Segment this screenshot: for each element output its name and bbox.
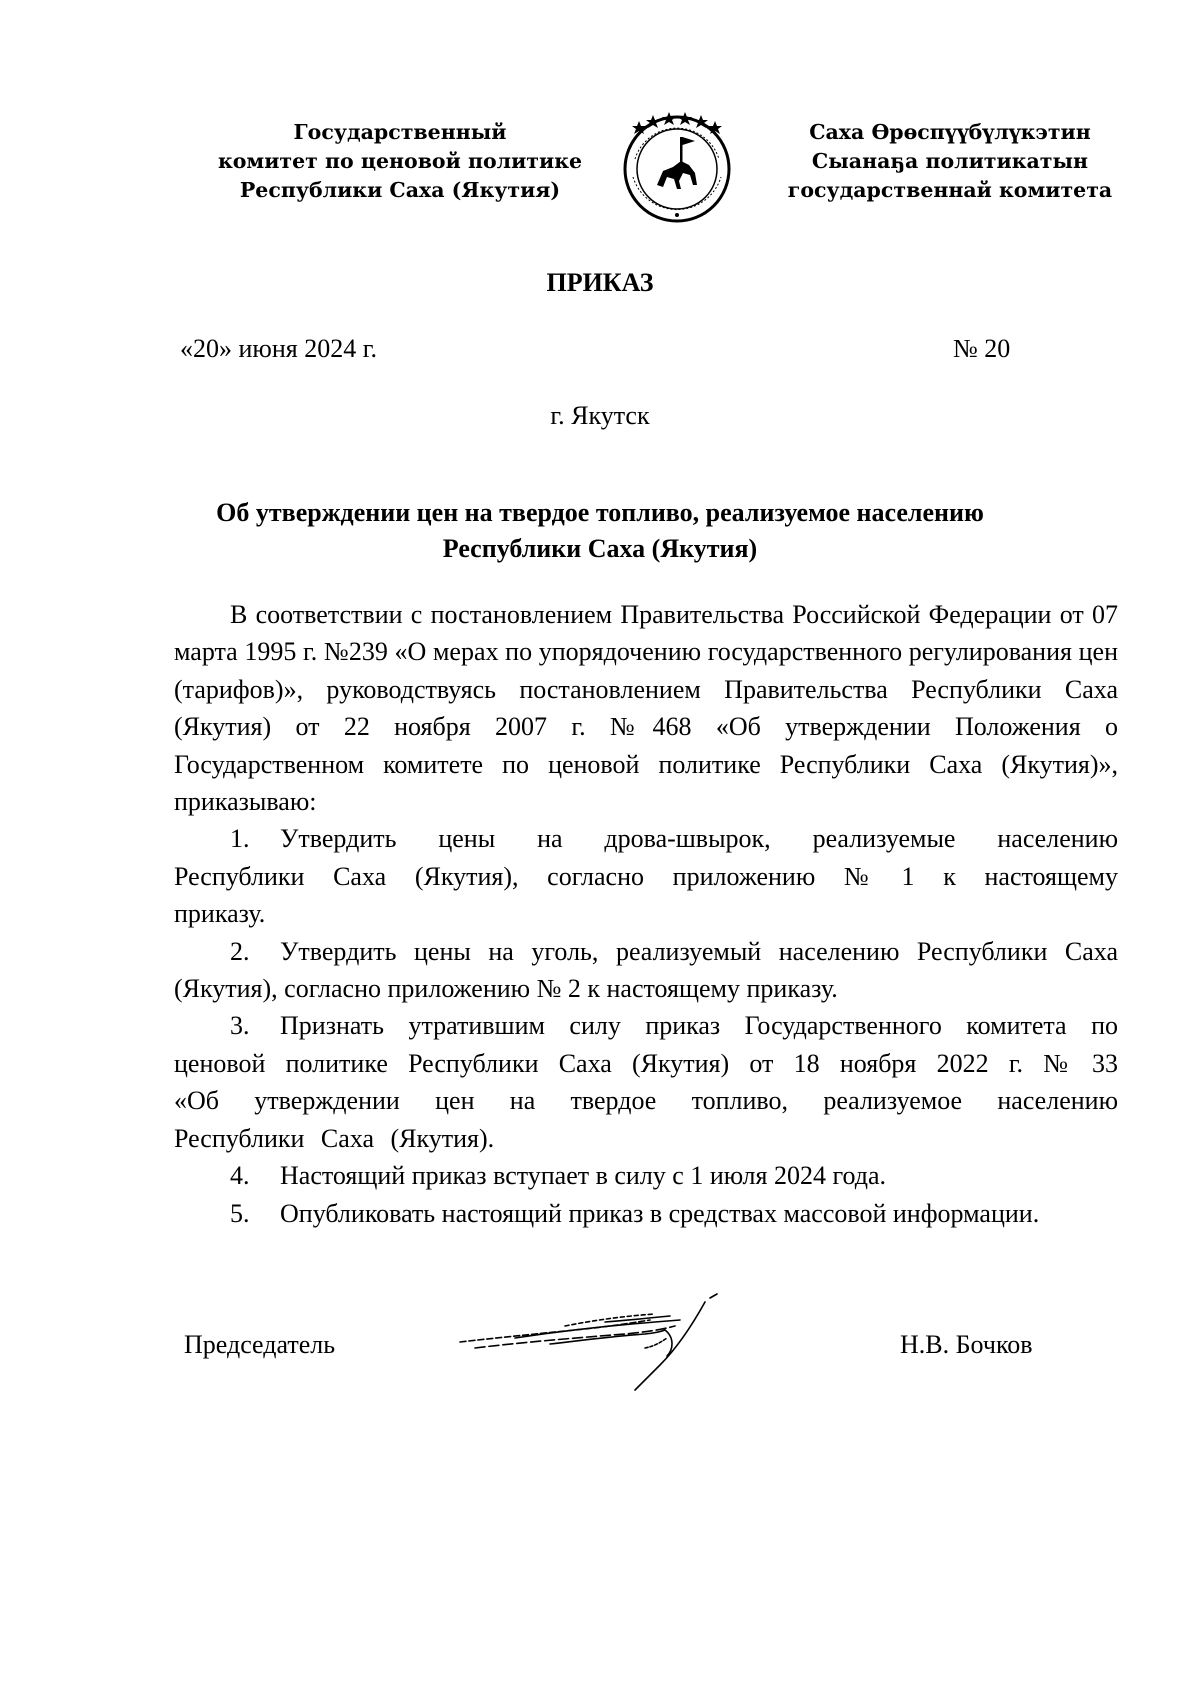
order-city: г. Якутск	[550, 401, 650, 430]
signatory-name: Н.В. Бочков	[900, 1330, 1033, 1359]
order-title: ПРИКАЗ	[546, 268, 654, 297]
header-right-committee-name	[760, 118, 1140, 205]
order-item	[174, 1007, 1118, 1157]
order-item	[174, 933, 1118, 1008]
order-item	[174, 1195, 1118, 1232]
handwritten-signature-icon	[455, 1290, 755, 1400]
order-item-text: Утвердить цены на дрова-швырок, реализуемые населению Республики Саха (Якутия), согласно приложению № 1 к настоящему приказу.	[174, 824, 1118, 929]
subject-line: Об утверждении цен на твердое топливо, реализуемое населению	[216, 498, 984, 527]
header-right-line: государственнай комитета	[787, 178, 1113, 202]
order-item-number: 3.	[230, 1011, 250, 1041]
header-right-line: Саха Өрөспүүбүлүкэтин	[809, 120, 1091, 144]
header-left-committee-name	[180, 118, 620, 205]
order-item	[174, 1157, 1118, 1194]
subject-line: Республики Саха (Якутия)	[442, 534, 758, 563]
header-left-line: Государственный	[293, 120, 507, 144]
order-item-text: Опубликовать настоящий приказ в средствах массовой информации.	[280, 1198, 1040, 1228]
order-item-text: Признать утратившим силу приказ Государственного комитета по ценовой политике Республики Саха (Якутия) от 18 ноября 2022 г. № 33 «Об утверждении цен на твердое топливо, реализуемое населению Республики Саха (Якутия).	[174, 1011, 1118, 1153]
order-item-number: 1.	[230, 824, 250, 854]
order-subject	[200, 495, 1000, 567]
preamble-paragraph: В соответствии с постановлением Правительства Российской Федерации от 07 марта 1995 г. №239 «О мерах по упорядочению государственного регулирования цен (тарифов)», руководствуясь постановлением Правительства Республики Саха (Якутия) от 22 ноября 2007 г. №468 «Об утверждении Положения о Государственном комитете по ценовой политике Республики Саха (Якутия)», приказываю:	[174, 600, 1118, 817]
order-item-number: 2.	[230, 936, 250, 966]
header-left-line: Республики Саха (Якутия)	[239, 178, 561, 202]
order-item-number: 4.	[230, 1161, 250, 1191]
header-right-line: Сыанаҕа политикатын	[811, 149, 1089, 173]
order-date: «20» июня 2024 г.	[180, 334, 377, 363]
order-body	[174, 596, 1118, 1232]
order-number: № 20	[953, 334, 1011, 363]
order-item-text: Утвердить цены на уголь, реализуемый населению Республики Саха (Якутия), согласно приложению № 2 к настоящему приказу.	[174, 936, 1118, 1004]
order-item	[174, 820, 1118, 932]
order-item-text: Настоящий приказ вступает в силу с 1 июля 2024 года.	[280, 1161, 887, 1191]
header-left-line: комитет по ценовой политике	[217, 149, 583, 173]
republic-sakha-emblem-icon	[617, 107, 737, 227]
order-item-number: 5.	[230, 1198, 250, 1228]
signatory-role: Председатель	[184, 1330, 336, 1359]
